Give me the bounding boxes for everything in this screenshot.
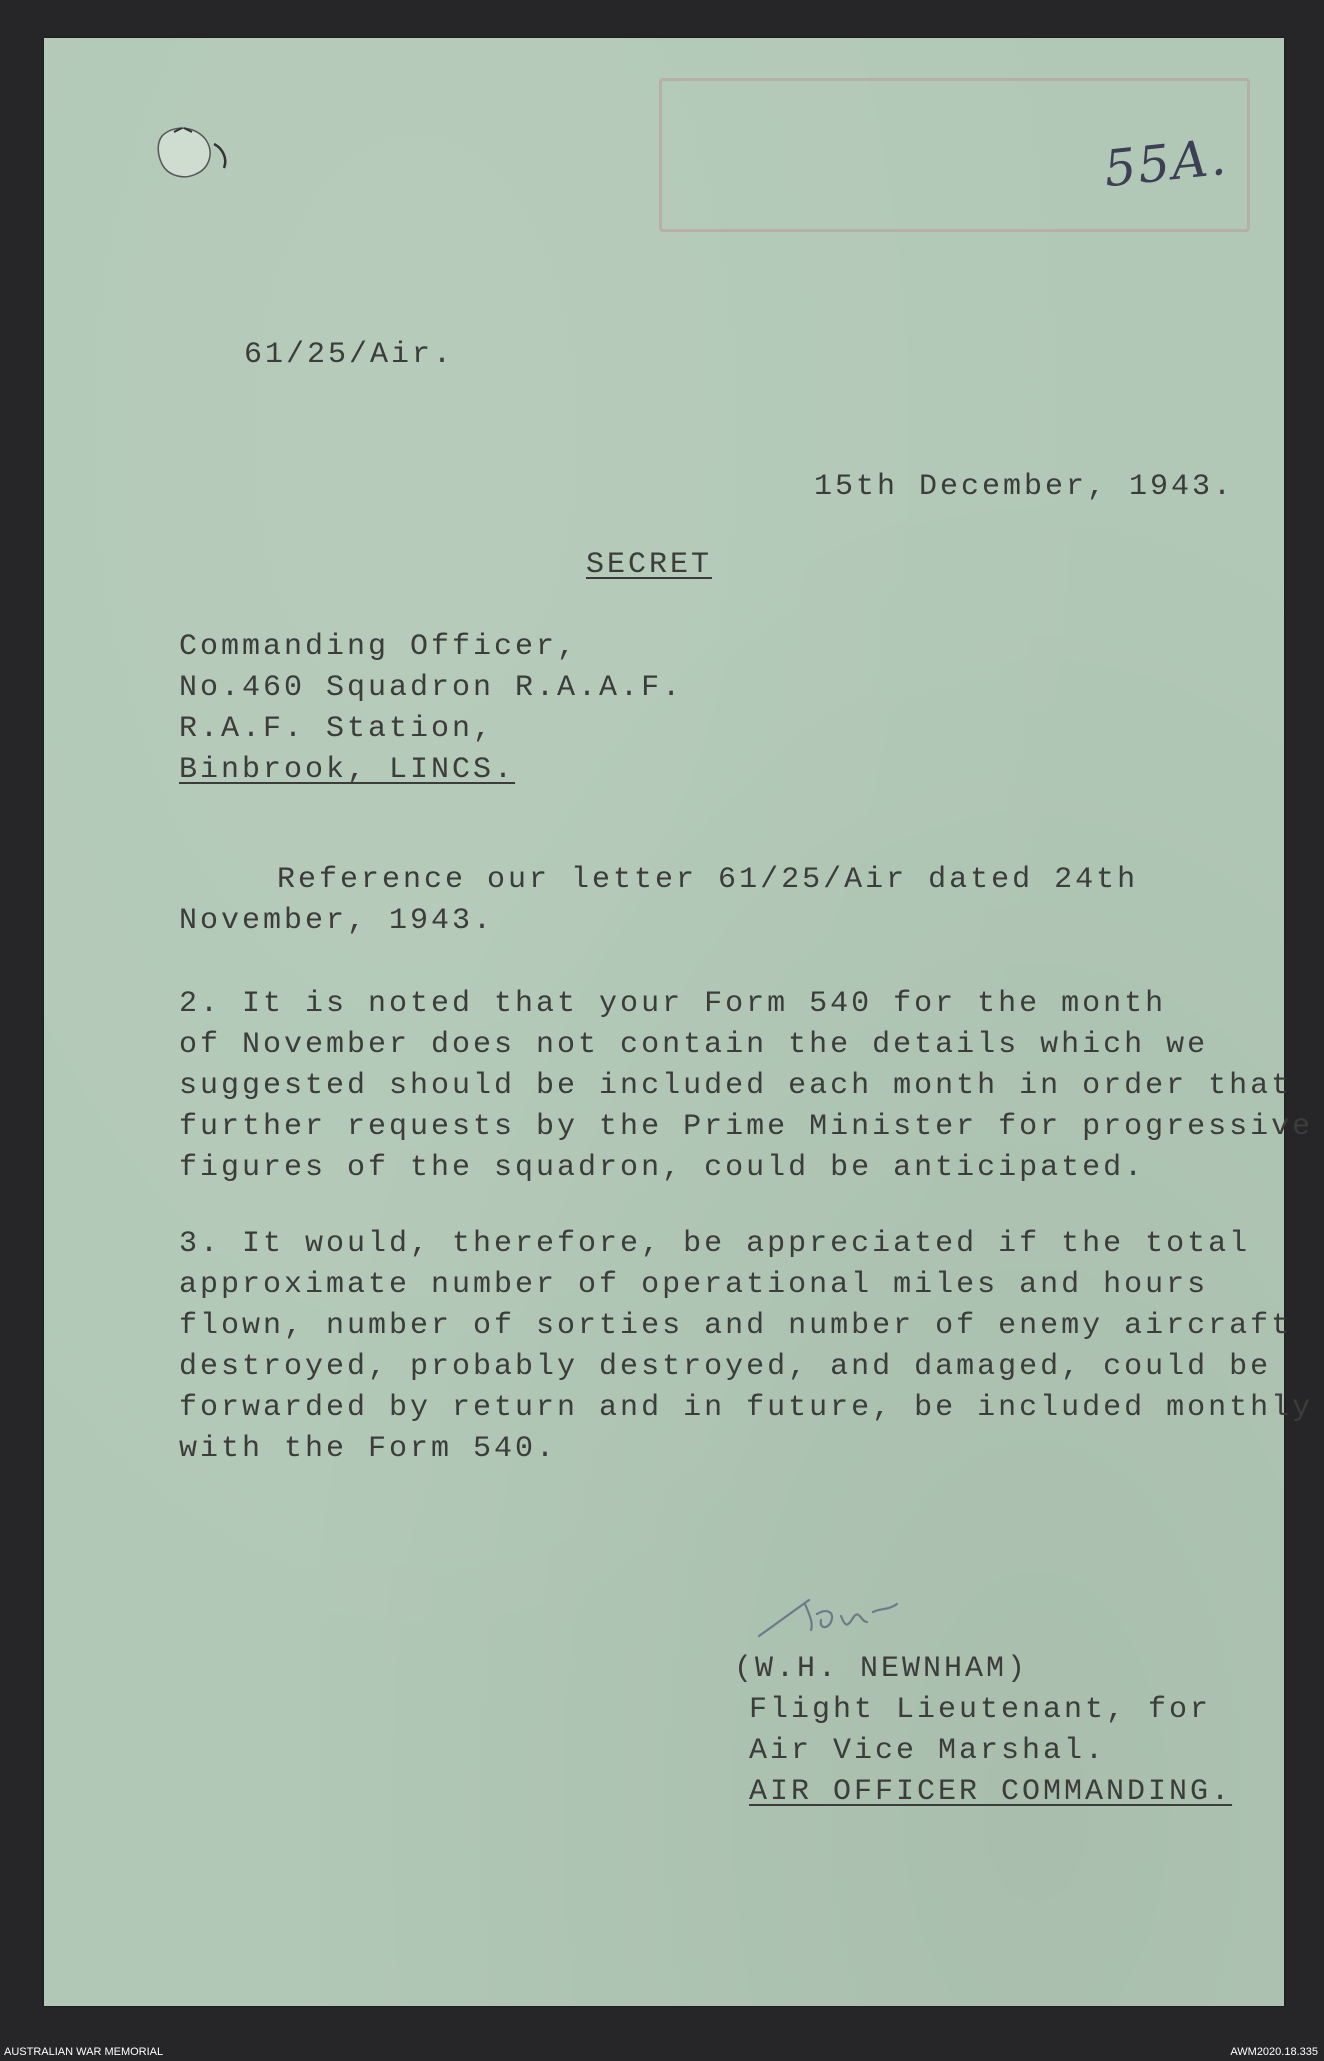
signatory-title: Air Vice Marshal. xyxy=(749,1734,1107,1768)
paragraph-3 xyxy=(179,1224,1313,1470)
paragraph-3-line: flown, number of sorties and number of enemy aircraft xyxy=(179,1309,1293,1343)
addressee-line-4: Binbrook, LINCS. xyxy=(179,753,516,787)
paragraph-3-line: approximate number of operational miles and hours xyxy=(179,1268,1209,1302)
paragraph-3-line: with the Form 540. xyxy=(179,1432,558,1466)
signatory-rank: Flight Lieutenant, for xyxy=(749,1693,1212,1727)
addressee-line-3: R.A.F. Station, xyxy=(179,712,495,746)
addressee-line-2: No.460 Squadron R.A.A.F. xyxy=(179,671,684,705)
paragraph-2-line: of November does not contain the details which we xyxy=(179,1028,1209,1062)
paragraph-1-line: November, 1943. xyxy=(179,904,495,938)
paragraph-1-line: Reference our letter 61/25/Air dated 24th xyxy=(277,863,1139,897)
file-reference: 61/25/Air. xyxy=(244,338,455,372)
signatory-office: AIR OFFICER COMMANDING. xyxy=(749,1775,1233,1809)
paragraph-2-line: figures of the squadron, could be anticipated. xyxy=(179,1151,1146,1185)
paragraph-2-line: 2. It is noted that your Form 540 for the month xyxy=(179,987,1167,1021)
signatory-name: (W.H. NEWNHAM) xyxy=(734,1652,1029,1686)
letter-date: 15th December, 1943. xyxy=(814,470,1235,504)
paragraph-2-line: further requests by the Prime Minister for progressive xyxy=(179,1110,1314,1144)
handwritten-signature xyxy=(749,1578,949,1648)
hole-punch-mark xyxy=(144,118,264,188)
footer-institution: AUSTRALIAN WAR MEMORIAL xyxy=(4,2046,164,2058)
paragraph-3-line: forwarded by return and in future, be included monthly xyxy=(179,1391,1314,1425)
addressee-line-1: Commanding Officer, xyxy=(179,630,579,664)
paragraph-2-line: suggested should be included each month in order that xyxy=(179,1069,1293,1103)
paragraph-2 xyxy=(179,984,1313,1189)
paragraph-1 xyxy=(179,860,1138,942)
stamp-number: 55A. xyxy=(1101,127,1231,199)
paragraph-3-line: destroyed, probably destroyed, and damaged, could be xyxy=(179,1350,1272,1384)
paragraph-3-line: 3. It would, therefore, be appreciated if the total xyxy=(179,1227,1251,1261)
classification-heading: SECRET xyxy=(586,548,713,582)
document-page xyxy=(44,38,1314,2006)
footer-accession-number: AWM2020.18.335 xyxy=(1230,2046,1318,2058)
